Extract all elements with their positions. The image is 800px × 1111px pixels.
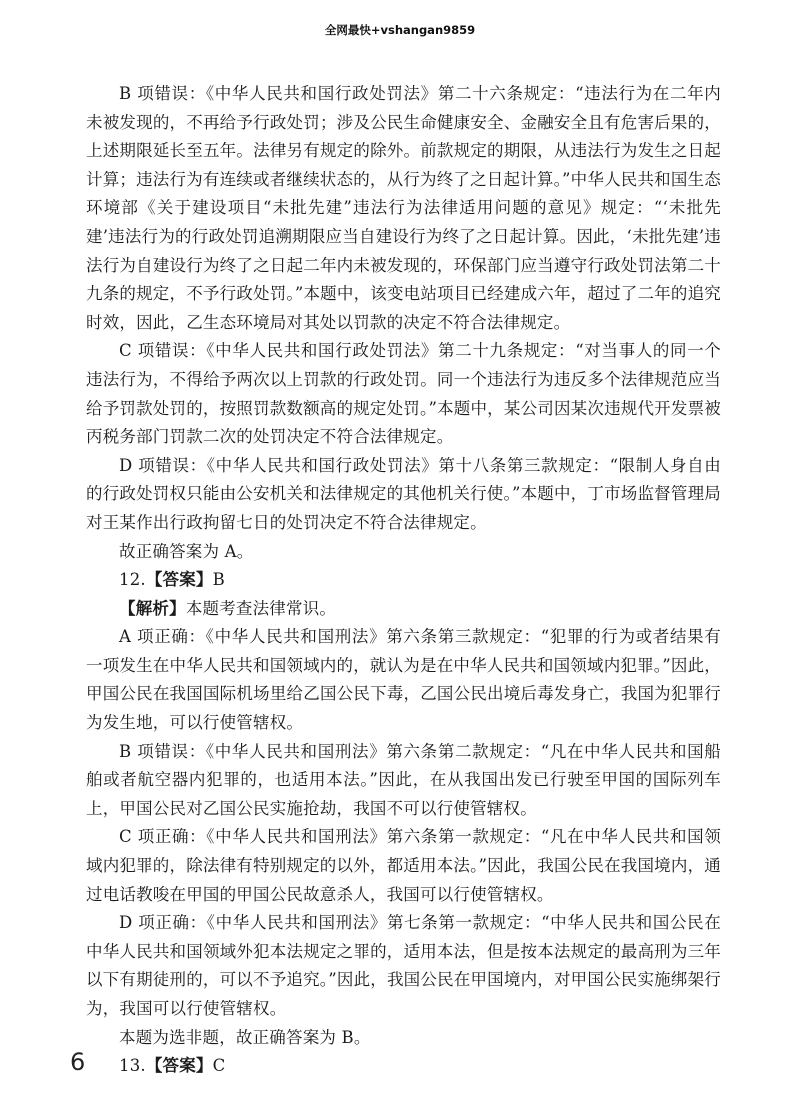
question-12-analysis xyxy=(86,595,721,624)
paragraph-d-option-q12: D 项正确：《中华人民共和国刑法》第七条第一款规定：“中华人民共和国公民在中华人民共和国领域外犯本法规定之罪的，适用本法，但是按本法规定的最高刑为三年以下有期徒刑的，可以不予追究。”因此，我国公民在甲国境内，对甲国公民实施绑架行为，我国可以行使管辖权。 xyxy=(86,913,721,1018)
document-body xyxy=(86,80,721,1081)
paragraph-conclusion-q12: 本题为选非题，故正确答案为 B。 xyxy=(119,1027,371,1047)
paragraph-c-option: C 项错误：《中华人民共和国行政处罚法》第二十九条规定：“对当事人的同一个违法行为，不得给予两次以上罚款的行政处罚。同一个违法行为违反多个法律规范应当给予罚款处罚的，按照罚款数额高的规定处罚。”本题中，某公司因某次违规代开发票被丙税务部门罚款二次的处罚决定不符合法律规定。 xyxy=(86,341,721,447)
answer-value: C xyxy=(212,1056,226,1076)
analysis-text: 本题考查法律常识。 xyxy=(185,598,337,618)
paragraph-b-option-q12: B 项错误：《中华人民共和国刑法》第六条第二款规定：“凡在中华人民共和国船舶或者航空器内犯罪的，也适用本法。”因此，在从我国出发已行驶至甲国的国际列车上，甲国公民对乙国公民实施抢劫，我国不可以行使管辖权。 xyxy=(86,741,721,818)
paragraph-conclusion: 故正确答案为 A。 xyxy=(119,541,254,561)
page-number: 6 xyxy=(70,1048,86,1076)
question-13-answer xyxy=(86,1052,721,1081)
paragraph-b-option: B 项错误：《中华人民共和国行政处罚法》第二十六条规定：“违法行为在二年内未被发现的，不再给予行政处罚；涉及公民生命健康安全、金融安全且有危害后果的，上述期限延长至五年。法律另有规定的除外。前款规定的期限，从违法行为发生之日起计算；违法行为有连续或者继续状态的，从行为终了之日起计算。”中华人民共和国生态环境部《关于建设项目“未批先建”违法行为法律适用问题的意见》规定：“‘未批先建’违法行为的行政处罚追溯期限应当自建设行为终了之日起计算。因此，‘未批先建’违法行为自建设行为终了之日起二年内未被发现的，环保部门应当遵守行政处罚法第二十九条的规定，不予行政处罚。”本题中，该变电站项目已经建成六年，超过了二年的追究时效，因此，乙生态环境局对其处以罚款的决定不符合法律规定。 xyxy=(86,84,721,332)
watermark-text: 全网最快+vshangan9859 xyxy=(324,23,476,37)
answer-tag: 【答案】 xyxy=(145,570,213,590)
question-12-answer xyxy=(86,566,721,595)
analysis-tag: 【解析】 xyxy=(119,598,186,618)
question-number: 13. xyxy=(119,1056,146,1076)
paragraph-d-option: D 项错误：《中华人民共和国行政处罚法》第十八条第三款规定：“限制人身自由的行政处罚权只能由公安机关和法律规定的其他机关行使。”本题中，丁市场监督管理局对王某作出行政拘留七日的处罚决定不符合法律规定。 xyxy=(86,455,721,532)
paragraph-c-option-q12: C 项正确：《中华人民共和国刑法》第六条第一款规定：“凡在中华人民共和国领域内犯罪的，除法律有特别规定的以外，都适用本法。”因此，我国公民在我国境内，通过电话教唆在甲国的甲国公民故意杀人，我国可以行使管辖权。 xyxy=(86,827,721,904)
question-number: 12. xyxy=(119,570,146,590)
paragraph-a-option-q12: A 项正确：《中华人民共和国刑法》第六条第三款规定：“犯罪的行为或者结果有一项发生在中华人民共和国领域内的，就认为是在中华人民共和国领域内犯罪。”因此，甲国公民在我国国际机场里给乙国公民下毒，乙国公民出境后毒发身亡，我国为犯罪行为发生地，可以行使管辖权。 xyxy=(86,627,721,733)
answer-value: B xyxy=(212,570,225,590)
answer-tag: 【答案】 xyxy=(145,1056,213,1076)
